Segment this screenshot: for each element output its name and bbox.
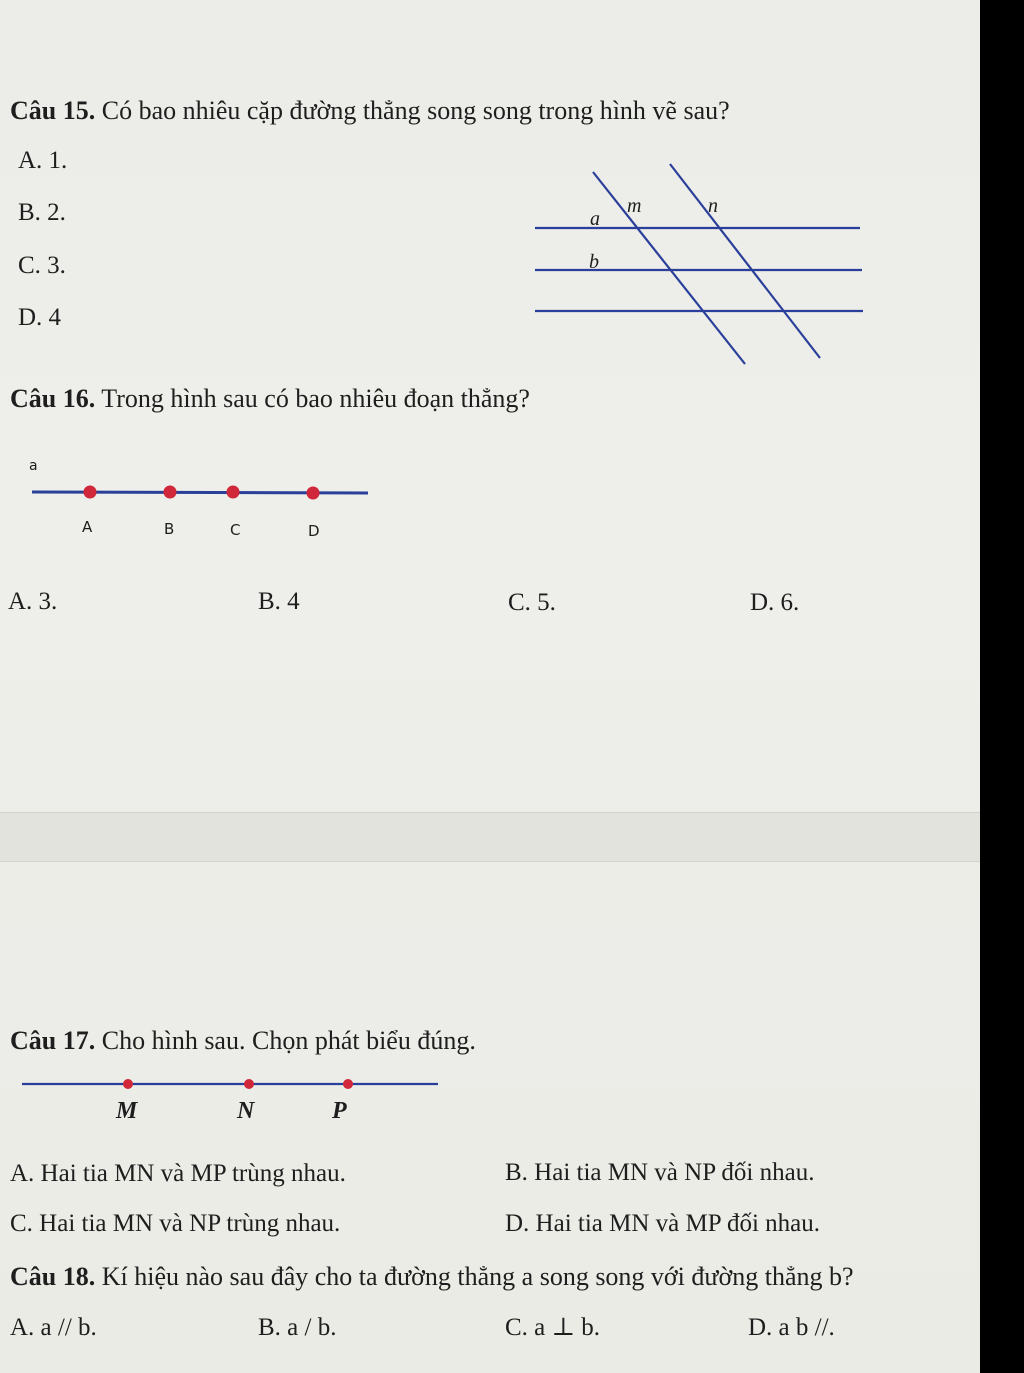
q18-option-d[interactable]: D. a b //. bbox=[748, 1314, 835, 1341]
question-16-text: Trong hình sau có bao nhiêu đoạn thẳng? bbox=[101, 384, 530, 413]
point-label-c: C bbox=[230, 521, 241, 539]
question-15-number: Câu 15. bbox=[10, 96, 96, 125]
q16-option-b[interactable]: B. 4 bbox=[258, 588, 300, 615]
question-18-number: Câu 18. bbox=[10, 1262, 96, 1291]
point-label-n: N bbox=[237, 1098, 255, 1124]
point-label-m: M bbox=[116, 1098, 138, 1124]
q17-option-b[interactable]: B. Hai tia MN và NP đối nhau. bbox=[505, 1159, 815, 1186]
q15-option-b[interactable]: B. 2. bbox=[18, 199, 66, 226]
point-label-d: D bbox=[308, 522, 320, 540]
point-m bbox=[123, 1079, 133, 1089]
q18-option-b[interactable]: B. a / b. bbox=[258, 1314, 337, 1341]
label-n: n bbox=[708, 195, 718, 217]
point-label-a: A bbox=[82, 518, 93, 536]
q18-option-c[interactable]: C. a ⊥ b. bbox=[505, 1314, 601, 1341]
label-m: m bbox=[627, 195, 642, 217]
q15-option-c[interactable]: C. 3. bbox=[18, 252, 66, 279]
q16-option-d[interactable]: D. 6. bbox=[750, 589, 800, 616]
q17-option-a[interactable]: A. Hai tia MN và MP trùng nhau. bbox=[10, 1160, 346, 1187]
question-17-number: Câu 17. bbox=[10, 1026, 96, 1055]
q15-option-d[interactable]: D. 4 bbox=[18, 304, 62, 331]
question-16-number: Câu 16. bbox=[10, 384, 96, 413]
point-p bbox=[343, 1079, 353, 1089]
q18-option-a[interactable]: A. a // b. bbox=[10, 1314, 97, 1341]
question-18 bbox=[10, 1262, 854, 1292]
question-17-text: Cho hình sau. Chọn phát biểu đúng. bbox=[101, 1026, 476, 1055]
question-18-text: Kí hiệu nào sau đây cho ta đường thẳng a song song với đường thẳng b? bbox=[101, 1262, 854, 1291]
label-b: b bbox=[589, 251, 599, 273]
q17-option-c[interactable]: C. Hai tia MN và NP trùng nhau. bbox=[10, 1210, 341, 1237]
q16-option-a[interactable]: A. 3. bbox=[8, 588, 58, 615]
label-a: a bbox=[590, 208, 600, 230]
point-label-p: P bbox=[332, 1098, 347, 1124]
q15-option-a[interactable]: A. 1. bbox=[18, 147, 68, 174]
line-label-a: a bbox=[29, 458, 38, 474]
q17-option-d[interactable]: D. Hai tia MN và MP đối nhau. bbox=[505, 1210, 821, 1237]
point-label-b: B bbox=[164, 520, 175, 538]
q16-option-c[interactable]: C. 5. bbox=[508, 589, 556, 616]
point-n bbox=[244, 1079, 254, 1089]
question-15-text: Có bao nhiêu cặp đường thẳng song song trong hình vẽ sau? bbox=[101, 96, 730, 125]
